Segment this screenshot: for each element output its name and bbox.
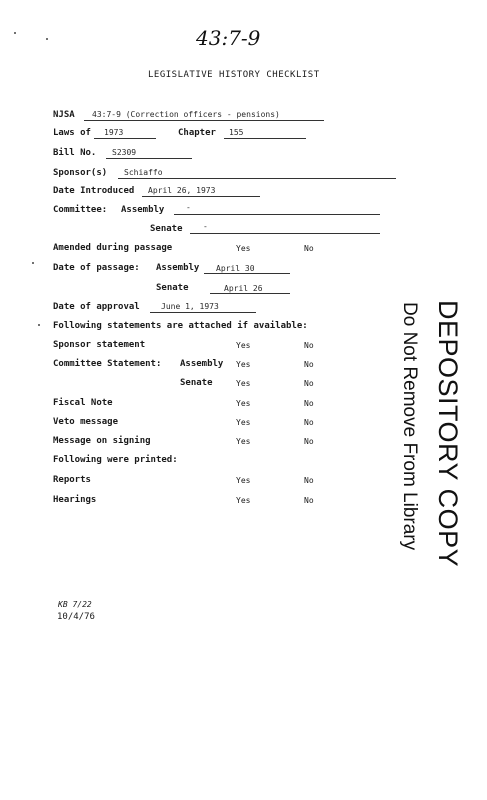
- reports-yes: Yes: [236, 476, 251, 485]
- document-title: LEGISLATIVE HISTORY CHECKLIST: [148, 70, 320, 80]
- reviewer-initials: KB 7/22: [58, 600, 92, 609]
- committee-assembly-label: Assembly: [121, 205, 165, 215]
- message-on-signing-yes: Yes: [236, 437, 251, 446]
- hearings-label: Hearings: [53, 495, 97, 505]
- committee-statement-label: Committee Statement:: [53, 359, 162, 369]
- sponsors-label: Sponsor(s): [53, 168, 108, 178]
- veto-message-no: No: [304, 418, 314, 427]
- fiscal-note-label: Fiscal Note: [53, 398, 113, 408]
- date-of-approval-line: [150, 312, 256, 313]
- date-of-approval-value: June 1, 1973: [161, 302, 219, 311]
- statements-header: Following statements are attached if available:: [53, 321, 308, 331]
- do-not-remove-stamp: Do Not Remove From Library: [399, 302, 420, 551]
- committee-assembly-value: -: [186, 203, 191, 212]
- chapter-value: 155: [229, 128, 244, 137]
- passage-assembly-value: April 30: [216, 264, 255, 273]
- hearings-yes: Yes: [236, 496, 251, 505]
- njsa-line: [84, 120, 324, 121]
- sponsor-statement-yes: Yes: [236, 341, 251, 350]
- njsa-label: NJSA: [53, 110, 75, 120]
- date-of-approval-label: Date of approval: [53, 302, 140, 312]
- committee-statement-senate-no: No: [304, 379, 314, 388]
- bill-no-line: [106, 158, 192, 159]
- veto-message-label: Veto message: [53, 417, 119, 427]
- amended-yes-option: Yes: [236, 244, 251, 253]
- scan-speck: [38, 324, 40, 326]
- reports-no: No: [304, 476, 314, 485]
- reports-label: Reports: [53, 475, 91, 485]
- chapter-line: [224, 138, 306, 139]
- scan-speck: [46, 38, 48, 40]
- laws-of-line: [94, 138, 156, 139]
- committee-senate-line: [190, 233, 380, 234]
- committee-statement-senate-yes: Yes: [236, 379, 251, 388]
- hearings-no: No: [304, 496, 314, 505]
- date-introduced-label: Date Introduced: [53, 186, 135, 196]
- bill-no-value: S2309: [112, 148, 137, 157]
- passage-senate-value: April 26: [224, 284, 263, 293]
- handwritten-statute-number: 43:7-9: [196, 26, 261, 50]
- sponsors-value: Schiaffo: [124, 168, 163, 177]
- committee-statement-assembly-label: Assembly: [180, 359, 224, 369]
- committee-statement-senate-label: Senate: [180, 378, 213, 388]
- sponsor-statement-no: No: [304, 341, 314, 350]
- passage-assembly-label: Assembly: [156, 263, 200, 273]
- date-of-passage-label: Date of passage:: [53, 263, 140, 273]
- printed-header: Following were printed:: [53, 455, 178, 465]
- sponsor-statement-label: Sponsor statement: [53, 340, 146, 350]
- bill-no-label: Bill No.: [53, 148, 97, 158]
- committee-label: Committee:: [53, 205, 108, 215]
- njsa-value: 43:7-9 (Correction officers - pensions): [92, 110, 280, 119]
- committee-senate-value: -: [203, 222, 208, 231]
- message-on-signing-label: Message on signing: [53, 436, 151, 446]
- depository-copy-stamp: DEPOSITORY COPY: [433, 300, 463, 568]
- amended-no-option: No: [304, 244, 314, 253]
- review-date: 10/4/76: [57, 612, 95, 622]
- amended-label: Amended during passage: [53, 243, 173, 253]
- scan-speck: [32, 262, 34, 264]
- date-introduced-line: [142, 196, 260, 197]
- passage-senate-line: [210, 293, 290, 294]
- committee-statement-assembly-no: No: [304, 360, 314, 369]
- sponsors-line: [118, 178, 396, 179]
- laws-of-value: 1973: [104, 128, 124, 137]
- message-on-signing-no: No: [304, 437, 314, 446]
- chapter-label: Chapter: [178, 128, 216, 138]
- committee-senate-label: Senate: [150, 224, 183, 234]
- passage-assembly-line: [204, 273, 290, 274]
- date-introduced-value: April 26, 1973: [148, 186, 216, 195]
- veto-message-yes: Yes: [236, 418, 251, 427]
- laws-of-label: Laws of: [53, 128, 91, 138]
- scan-speck: [14, 32, 16, 34]
- passage-senate-label: Senate: [156, 283, 189, 293]
- committee-statement-assembly-yes: Yes: [236, 360, 251, 369]
- fiscal-note-no: No: [304, 399, 314, 408]
- fiscal-note-yes: Yes: [236, 399, 251, 408]
- committee-assembly-line: [174, 214, 380, 215]
